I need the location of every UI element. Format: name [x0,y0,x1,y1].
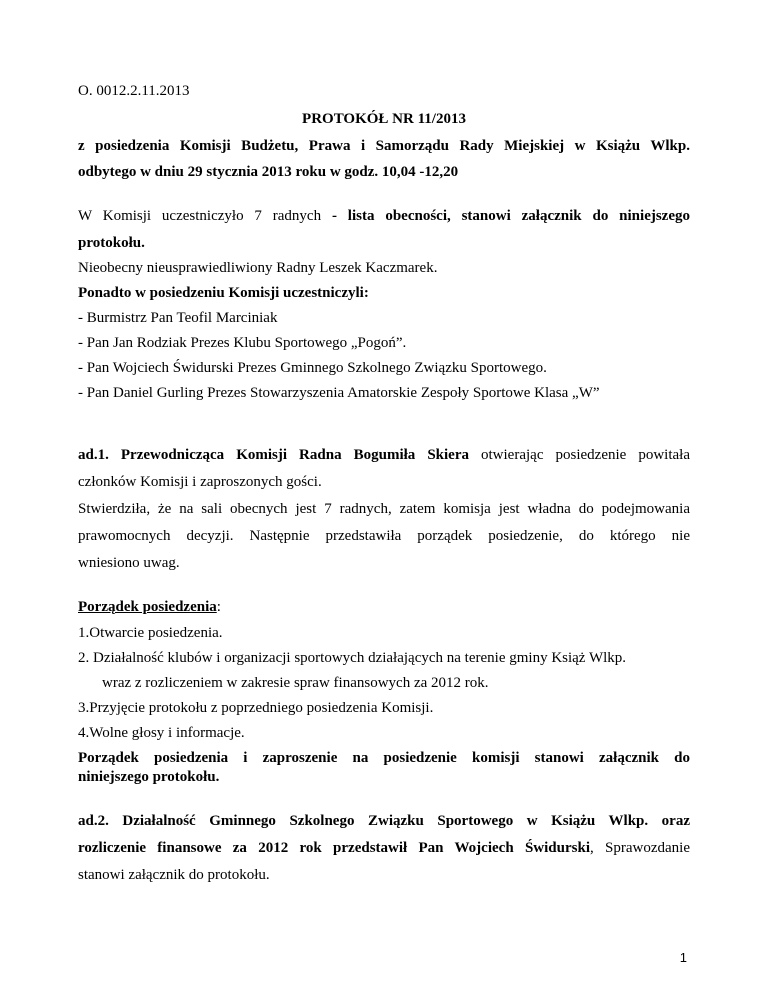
ad2-line-3: stanowi załącznik do protokołu. [78,867,270,883]
agenda-item: 3.Przyjęcie protokołu z poprzedniego posiedzenia Komisji. [78,700,434,716]
ad2-line-1 [78,812,690,830]
participants-heading [78,284,369,302]
document-subtitle-1 [78,137,690,155]
attendance-bold: - lista obecności, stanowi załącznik do niniejszego [331,208,690,224]
participants-heading-text: Ponadto w posiedzeniu Komisji uczestniczyli: [78,285,369,301]
agenda-note-2-text: niniejszego protokołu. [78,769,220,785]
page-number: 1 [679,950,687,965]
ad2-line-1-text: ad.2. Działalność Gminnego Szkolnego Związku Sportowego w Książu Wlkp. oraz [78,813,690,829]
ad1-line-1 [78,446,690,464]
ad1-line-3: Stwierdziła, że na sali obecnych jest 7 radnych, zatem komisja jest władna do podejmowania [78,501,690,517]
agenda-note-2 [78,768,219,786]
document-title [0,110,768,128]
agenda-item: 2. Działalność klubów i organizacji sportowych działających na terenie gminy Książ Wlkp. [78,650,627,666]
agenda-note-1-text: Porządek posiedzenia i zaproszenie na posiedzenie komisji stanowi załącznik do [78,750,690,766]
ad1-rest: otwierając posiedzenie powitała [468,447,690,463]
subtitle-1-text: z posiedzenia Komisji Budżetu, Prawa i Samorządu Rady Miejskiej w Książu Wlkp. [78,138,690,154]
attendance-line [78,207,690,225]
agenda-heading [78,598,221,616]
ad1-line-4: prawomocnych decyzji. Następnie przedstawiła porządek posiedzenie, do którego nie [78,528,690,544]
participant-item: - Pan Jan Rodziak Prezes Klubu Sportowego „Pogoń”. [78,335,407,351]
agenda-heading-text: Porządek posiedzenia [78,599,217,615]
ad1-line-5: wniesiono uwag. [78,555,180,571]
attendance-plain: W Komisji uczestniczyło 7 radnych [78,208,332,224]
document-subtitle-2 [78,163,458,181]
ad1-bold: ad.1. Przewodnicząca Komisji Radna Bogumiła Skiera [78,447,469,463]
ad2-bold: rozliczenie finansowe za 2012 rok przedstawił Pan Wojciech Świdurski [78,840,590,856]
agenda-note-1 [78,749,690,767]
participant-item: - Pan Wojciech Świdurski Prezes Gminnego Szkolnego Związku Sportowego. [78,360,547,376]
participant-item: - Burmistrz Pan Teofil Marciniak [78,310,278,326]
title-text: PROTOKÓŁ NR 11/2013 [302,111,466,127]
absent-line: Nieobecny nieusprawiedliwiony Radny Leszek Kaczmarek. [78,260,438,276]
agenda-item: 4.Wolne głosy i informacje. [78,725,245,741]
ad2-rest: , Sprawozdanie [590,840,691,856]
agenda-item: 1.Otwarcie posiedzenia. [78,625,223,641]
attendance-line-2 [78,234,145,252]
attendance-bold-2: protokołu. [78,235,145,251]
subtitle-2-text: odbytego w dniu 29 stycznia 2013 roku w godz. 10,04 -12,20 [78,164,459,180]
agenda-item-continuation: wraz z rozliczeniem w zakresie spraw finansowych za 2012 rok. [102,675,489,691]
document-reference: O. 0012.2.11.2013 [78,83,190,99]
ad2-line-2 [78,839,690,857]
ad1-line-2: członków Komisji i zaproszonych gości. [78,474,322,490]
participant-item: - Pan Daniel Gurling Prezes Stowarzyszenia Amatorskie Zespoły Sportowe Klasa „W” [78,385,600,401]
agenda-colon: : [216,599,221,615]
